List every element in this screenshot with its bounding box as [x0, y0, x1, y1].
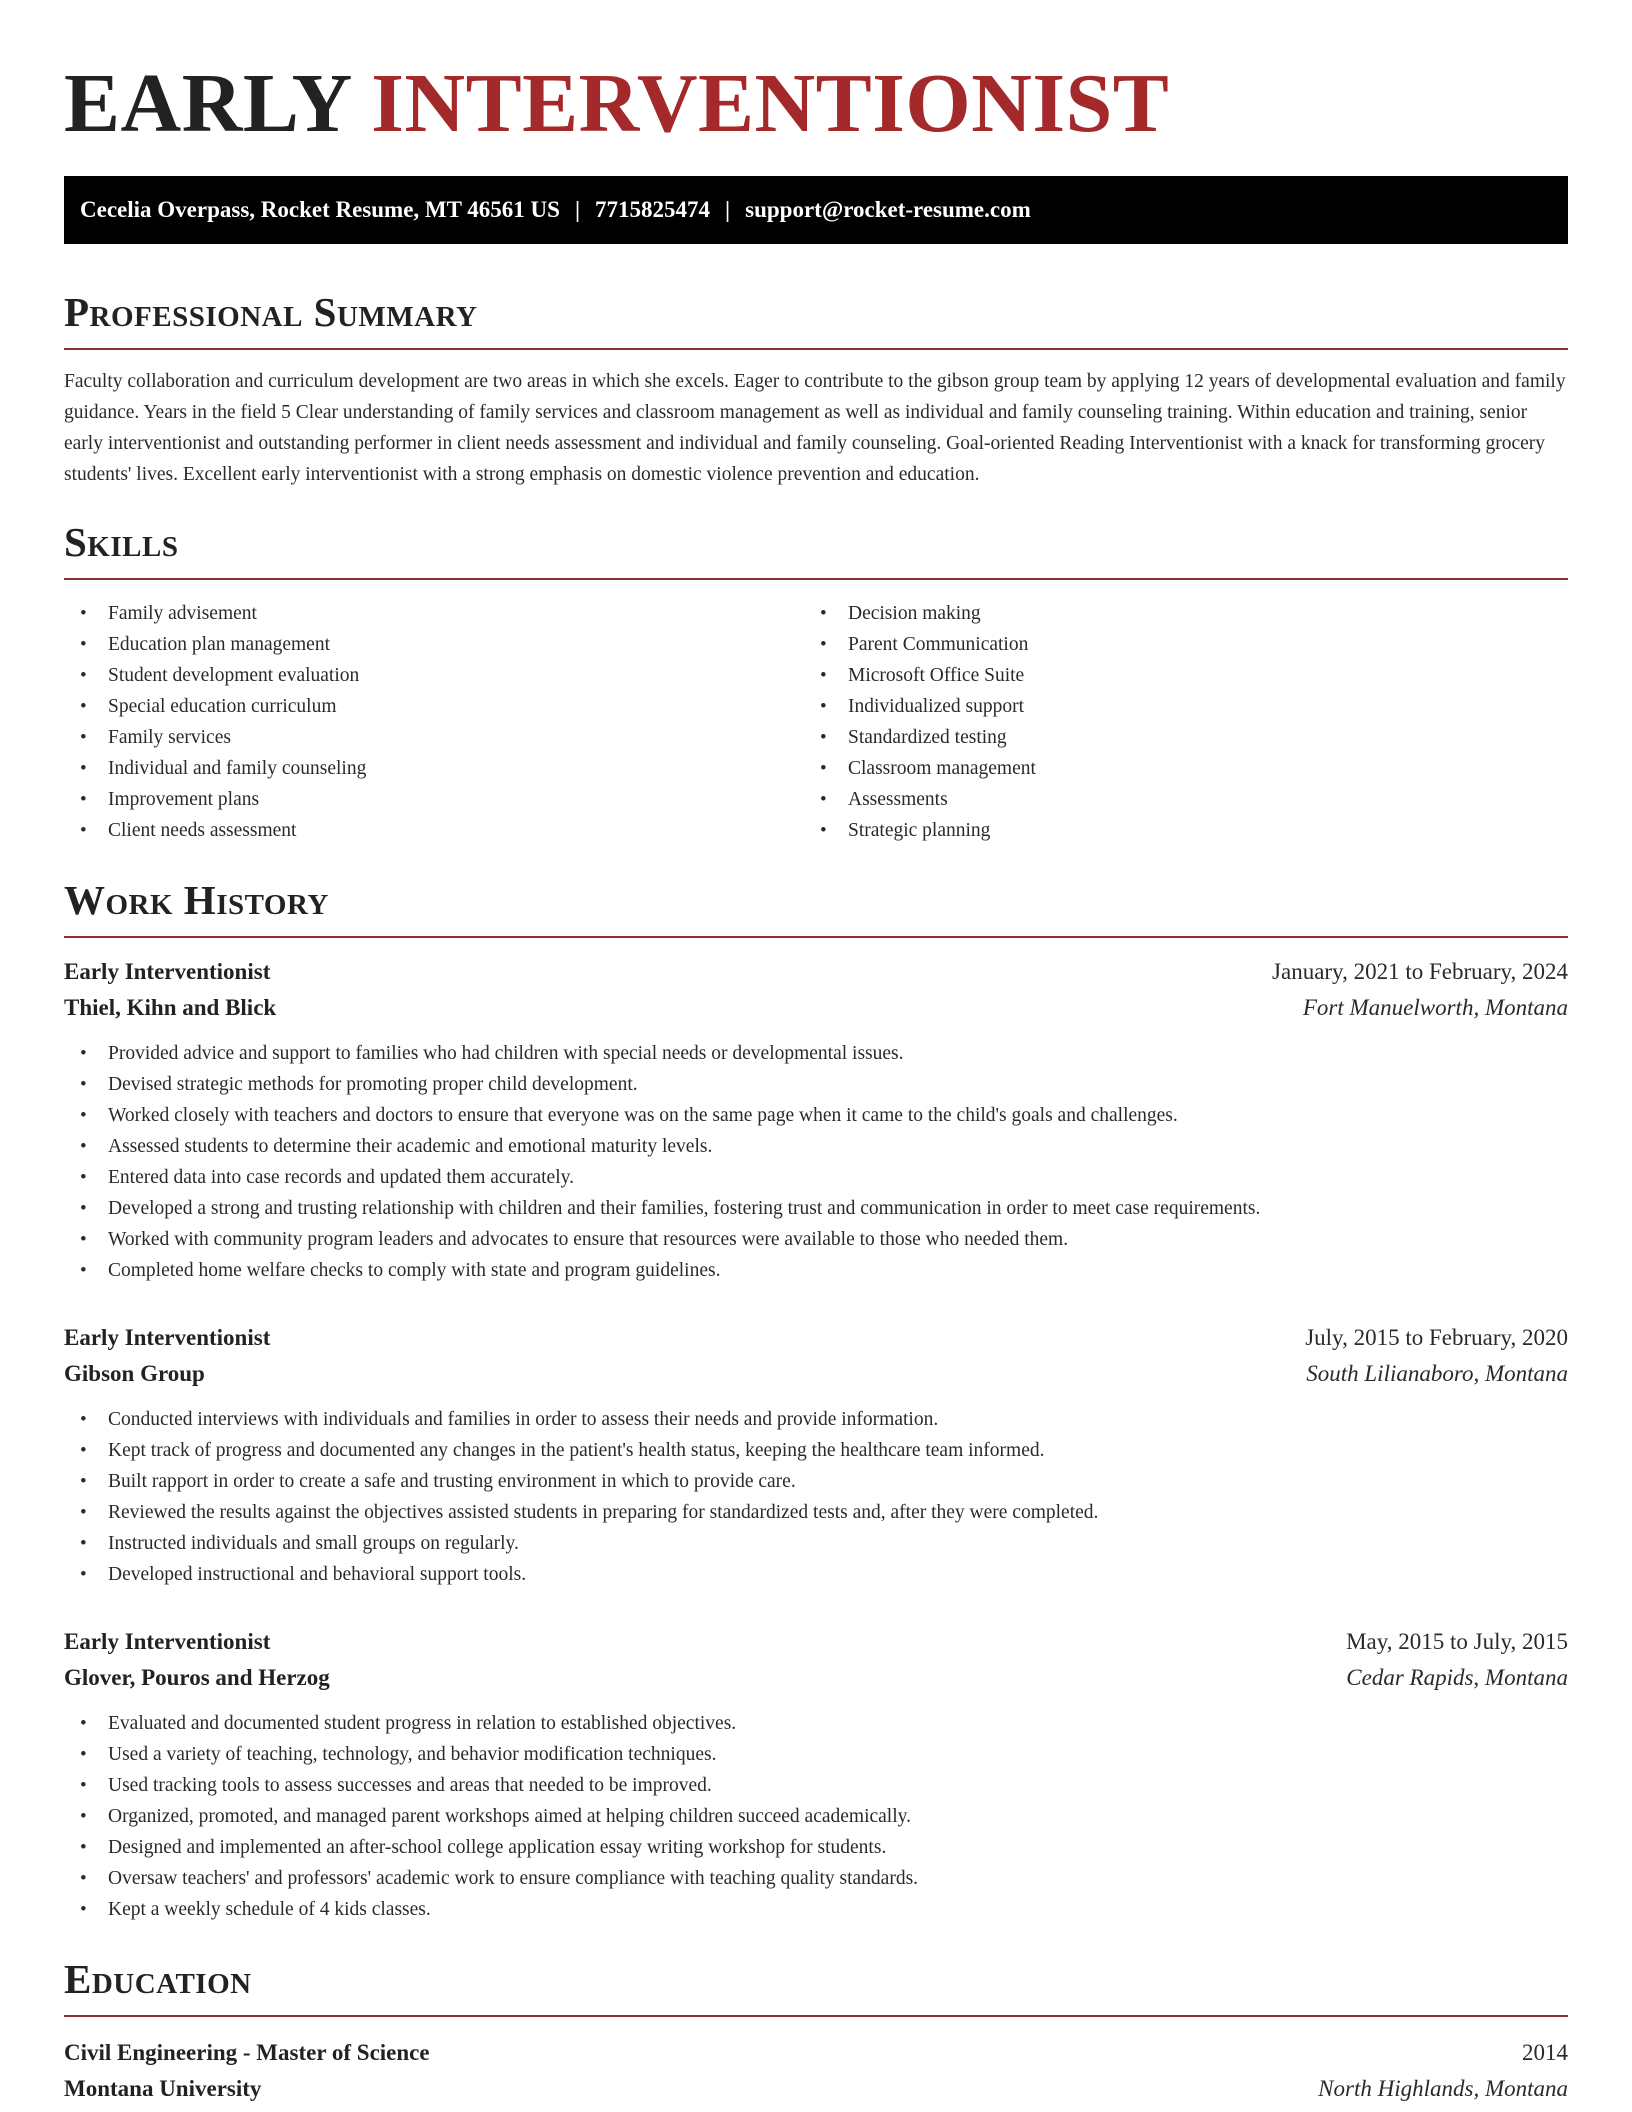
job-location: Fort Manuelworth, Montana — [1302, 995, 1568, 1020]
bullet-icon: • — [820, 727, 827, 748]
bullet-icon: • — [80, 820, 87, 841]
bullet-icon: • — [80, 758, 87, 779]
skill-item: • Microsoft Office Suite — [804, 660, 1544, 691]
job-entry — [64, 1320, 1568, 1590]
education-heading: Education — [64, 1956, 252, 2002]
job-employer — [64, 1660, 1568, 1696]
skills-list — [64, 598, 1568, 846]
job-location: Cedar Rapids, Montana — [1346, 1665, 1568, 1690]
duty-item: • Kept a weekly schedule of 4 kids classes. — [64, 1894, 1568, 1925]
bullet-icon: • — [820, 603, 827, 624]
bullet-icon: • — [80, 1229, 87, 1250]
job-header — [64, 954, 1568, 990]
bullet-icon: • — [820, 758, 827, 779]
bullet-icon: • — [80, 1899, 87, 1920]
contact-email: support@rocket-resume.com — [745, 197, 1031, 222]
job-dates: January, 2021 to February, 2024 — [1272, 959, 1568, 984]
duty-item: • Built rapport in order to create a safe and trusting environment in which to provide care. — [64, 1466, 1568, 1497]
contact-separator: | — [574, 197, 581, 222]
bullet-icon: • — [820, 820, 827, 841]
contact-separator: | — [725, 197, 731, 222]
skills-column-right — [804, 598, 1544, 846]
skill-item: • Parent Communication — [804, 629, 1544, 660]
section-divider — [64, 578, 1568, 580]
duty-item: • Designed and implemented an after-school college application essay writing workshop for students. — [64, 1832, 1568, 1863]
summary-heading: Professional Summary — [64, 289, 478, 335]
contact-bar — [64, 176, 1568, 244]
resume-title — [64, 0, 1568, 152]
skill-item: • Student development evaluation — [64, 660, 804, 691]
job-company: Thiel, Kihn and Blick — [64, 995, 277, 1020]
duty-item: • Worked closely with teachers and doctors to ensure that everyone was on the same page when it came to the child's goals and challenges. — [64, 1100, 1568, 1131]
bullet-icon: • — [820, 696, 827, 717]
job-employer — [64, 990, 1568, 1026]
job-dates: July, 2015 to February, 2020 — [1305, 1325, 1568, 1350]
bullet-icon: • — [80, 1043, 87, 1064]
bullet-icon: • — [80, 1868, 87, 1889]
job-dates: May, 2015 to July, 2015 — [1346, 1629, 1568, 1654]
duty-item: • Instructed individuals and small groups on regularly. — [64, 1528, 1568, 1559]
section-divider — [64, 2015, 1568, 2017]
duty-item: • Oversaw teachers' and professors' academic work to ensure compliance with teaching quality standards. — [64, 1863, 1568, 1894]
bullet-icon: • — [80, 1471, 87, 1492]
bullet-icon: • — [80, 1744, 87, 1765]
duty-item: • Developed instructional and behavioral support tools. — [64, 1559, 1568, 1590]
bullet-icon: • — [820, 634, 827, 655]
skills-heading: Skills — [64, 519, 179, 565]
bullet-icon: • — [80, 1105, 87, 1126]
skill-item: • Improvement plans — [64, 784, 804, 815]
bullet-icon: • — [80, 1260, 87, 1281]
work-history-heading: Work History — [64, 877, 329, 923]
job-entry — [64, 954, 1568, 1286]
bullet-icon: • — [80, 1198, 87, 1219]
skill-item: • Client needs assessment — [64, 815, 804, 846]
title-word-interventionist: INTERVENTIONIST — [371, 57, 1170, 150]
bullet-icon: • — [80, 1502, 87, 1523]
duty-item: • Kept track of progress and documented any changes in the patient's health status, keeping the healthcare team informed. — [64, 1435, 1568, 1466]
bullet-icon: • — [80, 727, 87, 748]
skill-item: • Special education curriculum — [64, 691, 804, 722]
duty-item: • Provided advice and support to families who had children with special needs or developmental issues. — [64, 1038, 1568, 1069]
job-company: Gibson Group — [64, 1361, 205, 1386]
skill-item: • Assessments — [804, 784, 1544, 815]
skill-item: • Individual and family counseling — [64, 753, 804, 784]
bullet-icon: • — [820, 789, 827, 810]
education-location: North Highlands, Montana — [1318, 2076, 1568, 2101]
bullet-icon: • — [80, 634, 87, 655]
skill-item: • Standardized testing — [804, 722, 1544, 753]
bullet-icon: • — [80, 1713, 87, 1734]
section-divider — [64, 936, 1568, 938]
education-degree: Civil Engineering - Master of Science — [64, 2040, 430, 2065]
job-entry — [64, 1624, 1568, 1925]
contact-address: Cecelia Overpass, Rocket Resume, MT 46561 US — [80, 197, 560, 222]
summary-text: Faculty collaboration and curriculum development are two areas in which she excels. Eager to contribute to the gibson group team by applying 12 years of developmental evaluation and family guidance. Years in the field 5 Clear understanding of family services and classroom management as well as individual and family counseling training. Within education and training, senior early interventionist and outstanding performer in client needs assessment and individual and family counseling. Goal-oriented Reading Interventionist with a knack for transforming grocery students' lives. Excellent early interventionist with a strong emphasis on domestic violence prevention and education. — [64, 371, 1566, 485]
duty-item: • Used tracking tools to assess successes and areas that needed to be improved. — [64, 1770, 1568, 1801]
bullet-icon: • — [80, 789, 87, 810]
skill-item: • Individualized support — [804, 691, 1544, 722]
bullet-icon: • — [80, 1167, 87, 1188]
job-title: Early Interventionist — [64, 959, 271, 984]
duty-item: • Completed home welfare checks to comply with state and program guidelines. — [64, 1255, 1568, 1286]
job-company: Glover, Pouros and Herzog — [64, 1665, 330, 1690]
education-year: 2014 — [1522, 2040, 1568, 2065]
duty-item: • Evaluated and documented student progress in relation to established objectives. — [64, 1708, 1568, 1739]
bullet-icon: • — [80, 1837, 87, 1858]
bullet-icon: • — [80, 1564, 87, 1585]
bullet-icon: • — [80, 1409, 87, 1430]
job-employer — [64, 1356, 1568, 1392]
bullet-icon: • — [80, 1806, 87, 1827]
bullet-icon: • — [80, 665, 87, 686]
bullet-icon: • — [80, 696, 87, 717]
skill-item: • Strategic planning — [804, 815, 1544, 846]
title-word-early: EARLY — [64, 57, 350, 150]
bullet-icon: • — [80, 1136, 87, 1157]
job-header — [64, 1624, 1568, 1660]
contact-phone: 7715825474 — [595, 197, 711, 222]
job-header — [64, 1320, 1568, 1356]
job-location: South Lilianaboro, Montana — [1306, 1361, 1568, 1386]
job-title: Early Interventionist — [64, 1629, 271, 1654]
education-school: Montana University — [64, 2076, 262, 2101]
duty-item: • Entered data into case records and updated them accurately. — [64, 1162, 1568, 1193]
skill-item: • Family advisement — [64, 598, 804, 629]
skill-item: • Decision making — [804, 598, 1544, 629]
skills-column-left — [64, 598, 804, 846]
job-duties — [64, 1404, 1568, 1590]
section-divider — [64, 348, 1568, 350]
duty-item: • Reviewed the results against the objectives assisted students in preparing for standardized tests and, after they were completed. — [64, 1497, 1568, 1528]
education-header — [64, 2035, 1568, 2071]
bullet-icon: • — [80, 603, 87, 624]
bullet-icon: • — [820, 665, 827, 686]
education-entry — [64, 2035, 1568, 2107]
bullet-icon: • — [80, 1440, 87, 1461]
duty-item: • Devised strategic methods for promoting proper child development. — [64, 1069, 1568, 1100]
job-title: Early Interventionist — [64, 1325, 271, 1350]
duty-item: • Assessed students to determine their academic and emotional maturity levels. — [64, 1131, 1568, 1162]
skill-item: • Classroom management — [804, 753, 1544, 784]
education-school-row — [64, 2071, 1568, 2107]
skill-item: • Education plan management — [64, 629, 804, 660]
duty-item: • Conducted interviews with individuals and families in order to assess their needs and provide information. — [64, 1404, 1568, 1435]
job-duties — [64, 1038, 1568, 1286]
bullet-icon: • — [80, 1533, 87, 1554]
duty-item: • Developed a strong and trusting relationship with children and their families, fostering trust and communication in order to meet case requirements. — [64, 1193, 1568, 1224]
duty-item: • Worked with community program leaders and advocates to ensure that resources were available to those who needed them. — [64, 1224, 1568, 1255]
duty-item: • Organized, promoted, and managed parent workshops aimed at helping children succeed academically. — [64, 1801, 1568, 1832]
bullet-icon: • — [80, 1074, 87, 1095]
duty-item: • Used a variety of teaching, technology, and behavior modification techniques. — [64, 1739, 1568, 1770]
skill-item: • Family services — [64, 722, 804, 753]
job-duties — [64, 1708, 1568, 1925]
bullet-icon: • — [80, 1775, 87, 1796]
